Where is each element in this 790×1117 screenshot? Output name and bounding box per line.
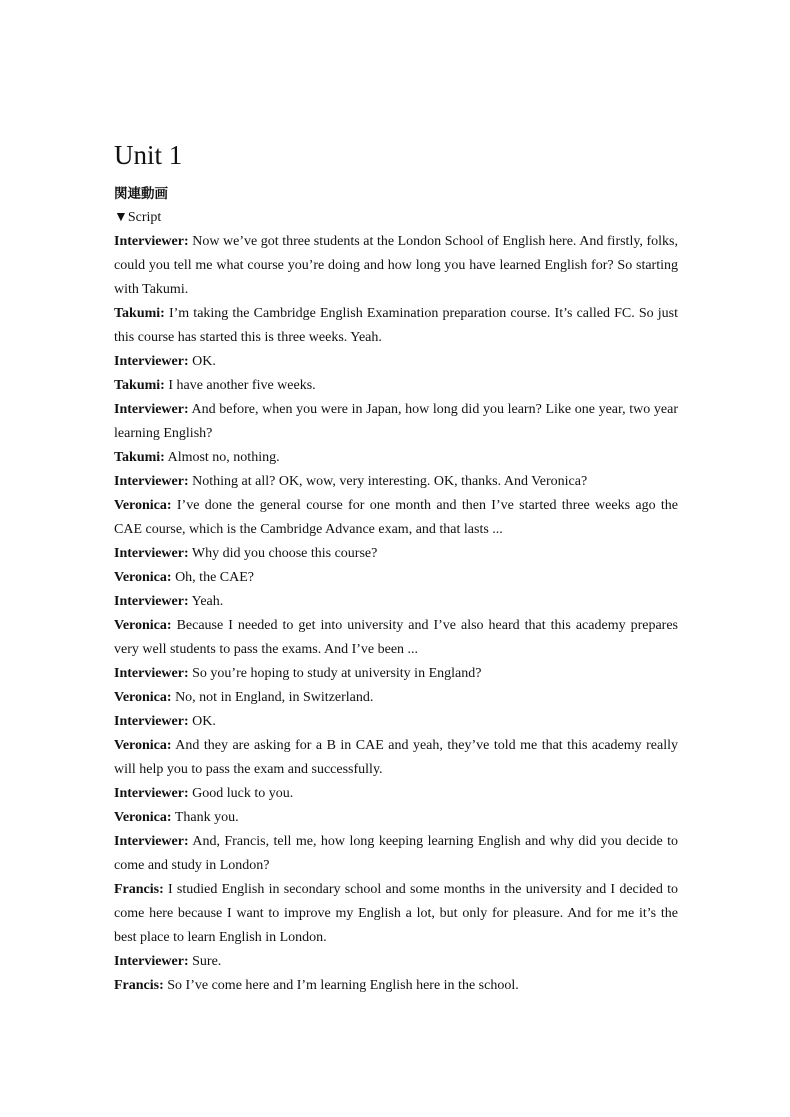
dialogue-text: Why did you choose this course? bbox=[191, 546, 378, 561]
speaker-name: Interviewer: bbox=[114, 666, 189, 681]
dialogue-text: I’m taking the Cambridge English Examination preparation course. It’s called FC. So just this course has started this is three weeks. Yeah. bbox=[114, 306, 678, 345]
dialogue-line bbox=[114, 686, 678, 710]
speaker-name: Interviewer: bbox=[114, 954, 189, 969]
speaker-name: Interviewer: bbox=[114, 546, 189, 561]
dialogue-line bbox=[114, 830, 678, 878]
speaker-name: Francis: bbox=[114, 882, 164, 897]
speaker-name: Interviewer: bbox=[114, 402, 189, 417]
document-page bbox=[114, 138, 678, 998]
speaker-name: Francis: bbox=[114, 978, 164, 993]
script-dialogue bbox=[114, 230, 678, 998]
dialogue-text: I have another five weeks. bbox=[168, 378, 316, 393]
speaker-name: Veronica: bbox=[114, 690, 172, 705]
speaker-name: Veronica: bbox=[114, 810, 172, 825]
dialogue-text: Good luck to you. bbox=[192, 786, 294, 801]
dialogue-text: Because I needed to get into university and I’ve also heard that this academy prepares very well students to pass the exams. And I’ve been ... bbox=[114, 618, 679, 657]
dialogue-line bbox=[114, 806, 678, 830]
dialogue-line bbox=[114, 494, 678, 542]
dialogue-line bbox=[114, 542, 678, 566]
dialogue-text: Almost no, nothing. bbox=[167, 450, 280, 465]
speaker-name: Takumi: bbox=[114, 306, 165, 321]
speaker-name: Interviewer: bbox=[114, 714, 189, 729]
speaker-name: Interviewer: bbox=[114, 786, 189, 801]
dialogue-line bbox=[114, 590, 678, 614]
dialogue-line bbox=[114, 230, 678, 302]
dialogue-line bbox=[114, 782, 678, 806]
related-video-link[interactable]: 関連動画 bbox=[114, 186, 168, 202]
dialogue-line bbox=[114, 302, 678, 350]
dialogue-line bbox=[114, 662, 678, 686]
speaker-name: Takumi: bbox=[114, 378, 165, 393]
page-title: Unit 1 bbox=[114, 140, 183, 170]
dialogue-line bbox=[114, 470, 678, 494]
dialogue-line bbox=[114, 350, 678, 374]
dialogue-text: I studied English in secondary school and some months in the university and I decided to come here because I want to improve my English a lot, but only for pleasure. And for me it’s the best place to learn English in London. bbox=[114, 882, 679, 945]
dialogue-line bbox=[114, 710, 678, 734]
dialogue-line bbox=[114, 398, 678, 446]
dialogue-line bbox=[114, 734, 678, 782]
dialogue-text: OK. bbox=[192, 714, 216, 729]
dialogue-line bbox=[114, 566, 678, 590]
speaker-name: Takumi: bbox=[114, 450, 165, 465]
dialogue-text: Sure. bbox=[192, 954, 222, 969]
dialogue-text: And, Francis, tell me, how long keeping learning English and why did you decide to come and study in London? bbox=[114, 834, 678, 873]
speaker-name: Interviewer: bbox=[114, 834, 189, 849]
dialogue-text: Nothing at all? OK, wow, very interesting. OK, thanks. And Veronica? bbox=[192, 474, 588, 489]
dialogue-text: So you’re hoping to study at university in England? bbox=[192, 666, 482, 681]
dialogue-line bbox=[114, 950, 678, 974]
dialogue-text: Thank you. bbox=[174, 810, 239, 825]
speaker-name: Veronica: bbox=[114, 738, 172, 753]
dialogue-text: And they are asking for a B in CAE and yeah, they’ve told me that this academy really will help you to pass the exam and successfully. bbox=[114, 738, 678, 777]
dialogue-line bbox=[114, 878, 678, 950]
speaker-name: Veronica: bbox=[114, 570, 172, 585]
dialogue-text: So I’ve come here and I’m learning English here in the school. bbox=[167, 978, 519, 993]
dialogue-line bbox=[114, 614, 678, 662]
dialogue-line bbox=[114, 446, 678, 470]
speaker-name: Interviewer: bbox=[114, 474, 189, 489]
dialogue-text: Now we’ve got three students at the London School of English here. And firstly, folks, could you tell me what course you’re doing and how long you have learned English for? So starting with Takumi. bbox=[114, 234, 678, 297]
script-toggle[interactable]: ▼Script bbox=[114, 210, 162, 225]
dialogue-text: And before, when you were in Japan, how long did you learn? Like one year, two year learning English? bbox=[114, 402, 678, 441]
speaker-name: Interviewer: bbox=[114, 594, 189, 609]
dialogue-line bbox=[114, 974, 678, 998]
dialogue-text: I’ve done the general course for one month and then I’ve started three weeks ago the CAE course, which is the Cambridge Advance exam, and that lasts ... bbox=[114, 498, 678, 537]
speaker-name: Veronica: bbox=[114, 618, 172, 633]
dialogue-text: OK. bbox=[192, 354, 216, 369]
dialogue-text: No, not in England, in Switzerland. bbox=[175, 690, 374, 705]
dialogue-text: Oh, the CAE? bbox=[175, 570, 254, 585]
speaker-name: Interviewer: bbox=[114, 234, 189, 249]
speaker-name: Interviewer: bbox=[114, 354, 189, 369]
speaker-name: Veronica: bbox=[114, 498, 172, 513]
dialogue-line bbox=[114, 374, 678, 398]
dialogue-text: Yeah. bbox=[191, 594, 224, 609]
